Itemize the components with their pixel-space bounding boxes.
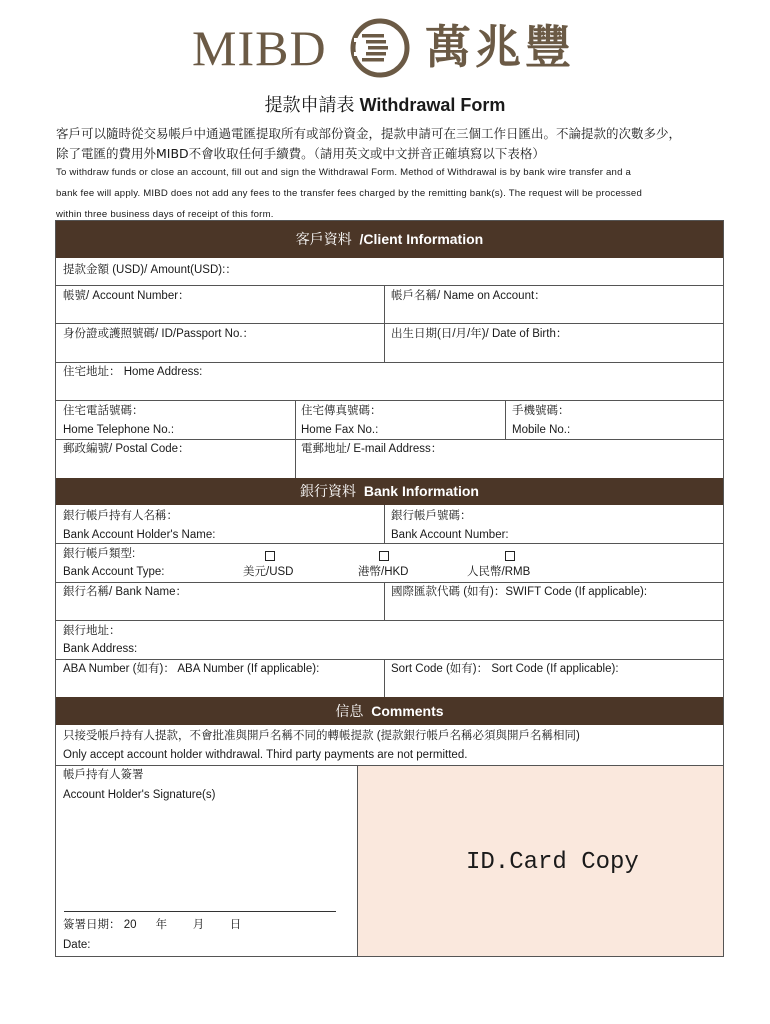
home-address-field[interactable]: 住宅地址： Home Address: — [63, 366, 203, 378]
bank-holder-field[interactable]: Bank Account Holder's Name: — [63, 529, 216, 541]
bank-info-header — [56, 478, 723, 505]
account-number-field[interactable]: 帳號/ Account Number： — [63, 290, 190, 302]
logo-text-zh: 萬兆豐 — [425, 22, 575, 73]
mobile-label-zh: 手機號碼： — [512, 405, 570, 417]
sort-code-field[interactable]: Sort Code (如有)： Sort Code (If applicable): — [391, 663, 619, 675]
bank-info-header-en: Bank Information — [363, 483, 479, 499]
amount-field[interactable]: 提款金額 (USD)/ Amount(USD):： — [63, 264, 237, 276]
bank-name-field[interactable]: 銀行名稱/ Bank Name： — [63, 586, 187, 598]
id-card-copy-label: ID.Card Copy — [466, 849, 639, 876]
intro-en — [56, 162, 728, 225]
hkd-option-label: 港幣/HKD — [358, 566, 409, 578]
bank-type-label-zh: 銀行帳戶類型: — [63, 548, 136, 560]
date-label-en: Date: — [63, 939, 91, 951]
intro-zh-line-2: 除了電匯的費用外MIBD不會收取任何手續費。（請用英文或中文拼音正確填寫以下表格） — [56, 146, 545, 161]
bank-info-header-zh: 銀行資料 — [300, 483, 357, 499]
home-fax-label-zh: 住宅傳真號碼： — [301, 405, 382, 417]
page-title-zh: 提款申請表 — [264, 95, 355, 116]
id-passport-field[interactable]: 身份證或護照號碼/ ID/Passport No.： — [63, 328, 255, 340]
name-on-account-field[interactable]: 帳戶名稱/ Name on Account： — [391, 290, 546, 302]
comments-header — [56, 697, 723, 725]
swift-code-field[interactable]: 國際匯款代碼 (如有)：SWIFT Code (If applicable): — [391, 586, 648, 598]
withdrawal-form — [55, 220, 724, 957]
intro-en-line-1: To withdraw funds or close an account, fill out and sign the Withdrawal Form. Method of Withdrawal is by bank wire transfer and a — [56, 167, 632, 178]
bank-account-no-field[interactable]: Bank Account Number: — [391, 529, 509, 541]
comments-note-en: Only accept account holder withdrawal. Third party payments are not permitted. — [63, 749, 468, 761]
client-info-header-en: /Client Information — [359, 231, 484, 247]
signature-line[interactable] — [64, 911, 336, 912]
client-info-header-zh: 客戶資料 — [295, 231, 352, 247]
date-of-birth-field[interactable]: 出生日期(日/月/年)/ Date of Birth： — [391, 328, 568, 340]
signing-date-field[interactable]: 簽署日期： 20 年 月 日 — [63, 919, 242, 931]
usd-checkbox[interactable] — [265, 551, 275, 561]
bank-holder-label-zh: 銀行帳戶持有人名稱： — [63, 510, 178, 522]
intro-en-line-3: within three business days of receipt of this form. — [56, 209, 274, 220]
intro-zh — [56, 124, 726, 164]
logo-emblem-icon — [348, 18, 412, 78]
bank-address-field[interactable]: Bank Address: — [63, 643, 138, 655]
rmb-option-label: 人民幣/RMB — [467, 566, 531, 578]
signature-label-zh: 帳戶持有人簽署 — [63, 769, 144, 781]
aba-number-field[interactable]: ABA Number (如有)： ABA Number (If applicable): — [63, 663, 320, 675]
intro-zh-line-1: 客戶可以隨時從交易帳戶中通過電匯提取所有或部份資金，提款申請可在三個工作日匯出。不論提款的次數多少， — [56, 126, 682, 141]
comments-header-en: Comments — [371, 703, 444, 719]
bank-account-no-label-zh: 銀行帳戶號碼： — [391, 510, 472, 522]
id-card-copy-area[interactable] — [358, 766, 723, 956]
signature-label-en: Account Holder's Signature(s) — [63, 789, 216, 801]
bank-type-label-en: Bank Account Type: — [63, 566, 165, 578]
comments-header-zh: 信息 — [335, 703, 364, 719]
rmb-checkbox[interactable] — [505, 551, 515, 561]
logo-text-en: MIBD — [192, 20, 327, 76]
intro-en-line-2: bank fee will apply. MIBD does not add any fees to the transfer fees charged by the remitting bank(s). The request will be processed — [56, 188, 642, 199]
home-fax-field[interactable]: Home Fax No.: — [301, 424, 379, 436]
home-tel-field[interactable]: Home Telephone No.: — [63, 424, 175, 436]
email-field[interactable]: 電郵地址/ E-mail Address： — [301, 443, 443, 455]
page-title — [0, 93, 770, 118]
comments-note-zh: 只接受帳戶持有人提款，不會批准與開戶名稱不同的轉帳提款 (提款銀行帳戶名稱必須與開戶名稱相同) — [63, 730, 580, 742]
home-tel-label-zh: 住宅電話號碼： — [63, 405, 144, 417]
bank-address-label-zh: 銀行地址： — [63, 625, 121, 637]
postal-code-field[interactable]: 郵政編號/ Postal Code： — [63, 443, 190, 455]
client-info-header — [56, 221, 723, 258]
mobile-field[interactable]: Mobile No.: — [512, 424, 571, 436]
usd-option-label: 美元/USD — [243, 566, 294, 578]
page-title-en: Withdrawal Form — [359, 95, 506, 115]
hkd-checkbox[interactable] — [379, 551, 389, 561]
